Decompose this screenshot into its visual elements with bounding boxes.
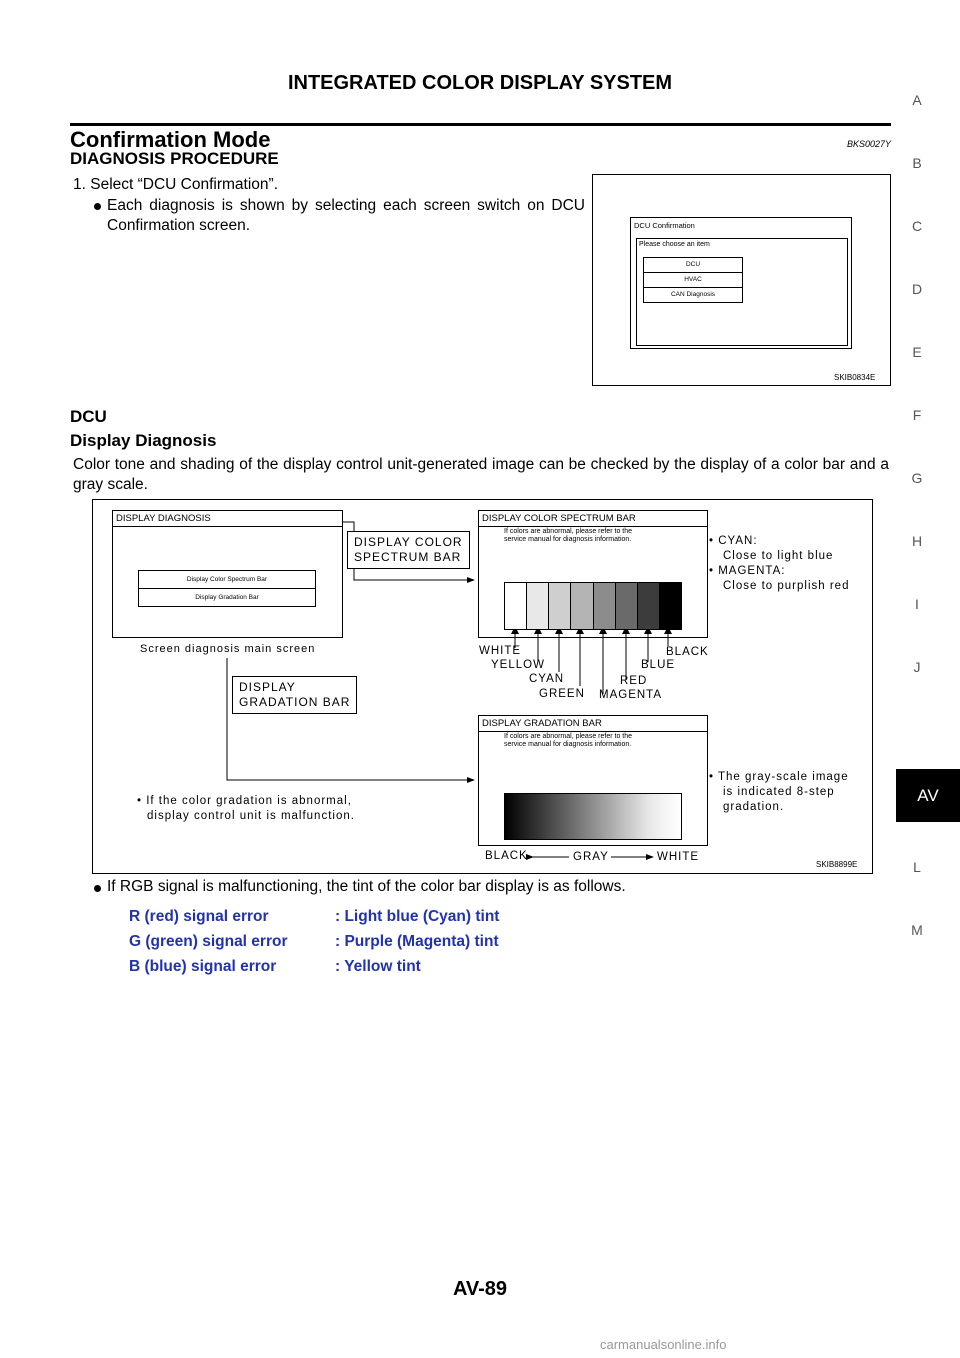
side-tab-d[interactable]: D bbox=[911, 281, 923, 297]
color-bar-blue bbox=[638, 583, 660, 629]
signal-tint: : Purple (Magenta) tint bbox=[335, 933, 499, 950]
side-tab-av-active[interactable]: AV bbox=[896, 769, 960, 822]
side-tab-a[interactable]: A bbox=[912, 92, 922, 108]
spectrum-note bbox=[504, 528, 632, 544]
signal-row bbox=[129, 933, 499, 951]
label-blue: BLUE bbox=[641, 659, 676, 671]
callout-line: SPECTRUM BAR bbox=[354, 550, 462, 564]
bullet-icon bbox=[94, 203, 101, 210]
signal-row bbox=[129, 908, 499, 926]
side-tab-e[interactable]: E bbox=[912, 344, 922, 360]
figure-id: SKIB8899E bbox=[816, 860, 858, 869]
gradation-note bbox=[504, 733, 632, 749]
procedure-bullet-1: Each diagnosis is shown by selecting each screen switch on DCU Confirmation screen. bbox=[107, 197, 585, 234]
scale-gray: GRAY bbox=[573, 851, 609, 863]
note-line: • MAGENTA: bbox=[709, 565, 786, 577]
main-screen-menu bbox=[138, 570, 316, 607]
scale-black: BLACK bbox=[485, 850, 528, 862]
gradation-bar bbox=[504, 793, 682, 840]
dcu-heading: DCU bbox=[70, 407, 107, 426]
spectrum-title: DISPLAY COLOR SPECTRUM BAR bbox=[479, 511, 707, 527]
section-code: BKS0027Y bbox=[846, 139, 891, 149]
signal-name: B (blue) signal error bbox=[129, 958, 277, 975]
label-white: WHITE bbox=[479, 645, 522, 657]
label-cyan: CYAN bbox=[529, 673, 565, 685]
gradation-panel bbox=[478, 715, 708, 846]
dcu-item-list bbox=[643, 257, 743, 303]
dcu-paragraph: Color tone and shading of the display control unit-generated image can be checked by the display of a color bar and a gray scale. bbox=[73, 456, 889, 493]
color-bar-cyan bbox=[549, 583, 571, 629]
figure-dcu-confirmation bbox=[592, 174, 891, 386]
signal-tint: : Light blue (Cyan) tint bbox=[335, 908, 500, 925]
side-tab-f[interactable]: F bbox=[912, 407, 922, 423]
side-tab-m[interactable]: M bbox=[911, 922, 923, 938]
note-line: • The gray-scale image bbox=[709, 771, 849, 783]
note-line: • CYAN: bbox=[709, 535, 758, 547]
procedure-step-1: 1. Select “DCU Confirmation”. bbox=[73, 176, 279, 193]
gradation-title: DISPLAY GRADATION BAR bbox=[479, 716, 707, 732]
side-tab-l[interactable]: L bbox=[913, 859, 921, 875]
color-spectrum-bar-button: Display Color Spectrum Bar bbox=[139, 571, 315, 589]
note-line: gradation. bbox=[723, 801, 785, 813]
bullet-icon bbox=[94, 885, 101, 892]
color-bar-white bbox=[505, 583, 527, 629]
note-line: service manual for diagnosis information. bbox=[504, 741, 632, 748]
figure-display-diagnosis bbox=[92, 499, 873, 874]
side-tab-b[interactable]: B bbox=[912, 155, 922, 171]
color-bar bbox=[504, 582, 682, 630]
label-green: GREEN bbox=[539, 688, 585, 700]
side-tab-g[interactable]: G bbox=[911, 470, 923, 486]
callout-line: DISPLAY bbox=[239, 680, 296, 694]
label-magenta: MAGENTA bbox=[599, 689, 663, 701]
spectrum-notes bbox=[709, 534, 849, 594]
label-yellow: YELLOW bbox=[491, 659, 545, 671]
side-tab-j[interactable]: J bbox=[913, 659, 921, 675]
color-bar-green bbox=[571, 583, 593, 629]
main-screen-title: DISPLAY DIAGNOSIS bbox=[113, 511, 342, 527]
color-bar-red bbox=[594, 583, 616, 629]
dcu-confirmation-screen bbox=[630, 217, 852, 349]
signal-name: R (red) signal error bbox=[129, 908, 269, 925]
malfunction-note bbox=[137, 794, 355, 824]
main-screen-caption: Screen diagnosis main screen bbox=[140, 643, 316, 655]
label-red: RED bbox=[620, 675, 648, 687]
procedure-heading: DIAGNOSIS PROCEDURE bbox=[70, 149, 279, 168]
watermark: carmanualsonline.info bbox=[600, 1337, 727, 1352]
note-line: display control unit is malfunction. bbox=[147, 810, 355, 822]
side-tab-i[interactable]: I bbox=[915, 596, 919, 612]
note-line: Close to purplish red bbox=[723, 580, 850, 592]
color-bar-black bbox=[660, 583, 681, 629]
page-header-title: INTEGRATED COLOR DISPLAY SYSTEM bbox=[287, 72, 673, 94]
gradation-callout bbox=[232, 676, 357, 714]
spectrum-panel bbox=[478, 510, 708, 638]
scale-white: WHITE bbox=[657, 851, 700, 863]
note-line: service manual for diagnosis information. bbox=[504, 536, 632, 543]
dcu-item-button: DCU bbox=[644, 258, 742, 273]
dcu-confirmation-title: DCU Confirmation bbox=[634, 221, 695, 230]
side-tab-h[interactable]: H bbox=[911, 533, 923, 549]
color-spectrum-callout bbox=[347, 531, 470, 569]
main-screen-panel bbox=[112, 510, 343, 638]
can-diagnosis-item-button: CAN Diagnosis bbox=[670, 291, 716, 298]
color-bar-magenta bbox=[616, 583, 638, 629]
label-black: BLACK bbox=[666, 646, 709, 658]
gradation-bar-button: Display Gradation Bar bbox=[195, 594, 259, 601]
figure-id: SKIB0834E bbox=[834, 373, 876, 382]
dcu-prompt: Please choose an item bbox=[639, 241, 710, 248]
dcu-item-panel bbox=[636, 238, 848, 346]
color-bar-yellow bbox=[527, 583, 549, 629]
signal-tint: : Yellow tint bbox=[335, 958, 421, 975]
display-diagnosis-heading: Display Diagnosis bbox=[70, 431, 217, 450]
rgb-bullet: If RGB signal is malfunctioning, the tint of the color bar display is as follows. bbox=[107, 878, 626, 895]
note-line: Close to light blue bbox=[723, 550, 834, 562]
callout-line: GRADATION BAR bbox=[239, 695, 351, 709]
header-rule bbox=[70, 123, 891, 126]
side-tab-c[interactable]: C bbox=[911, 218, 923, 234]
signal-row bbox=[129, 958, 421, 976]
note-line: If colors are abnormal, please refer to the bbox=[504, 528, 633, 535]
section-title: Confirmation Mode bbox=[70, 127, 271, 152]
callout-line: DISPLAY COLOR bbox=[354, 535, 463, 549]
note-line: is indicated 8-step bbox=[723, 786, 835, 798]
page-number: AV-89 bbox=[452, 1278, 508, 1300]
hvac-item-button: HVAC bbox=[644, 273, 742, 288]
note-line: If colors are abnormal, please refer to the bbox=[504, 733, 633, 740]
signal-name: G (green) signal error bbox=[129, 933, 288, 950]
note-line: • If the color gradation is abnormal, bbox=[137, 795, 352, 807]
gradation-notes bbox=[709, 770, 849, 815]
